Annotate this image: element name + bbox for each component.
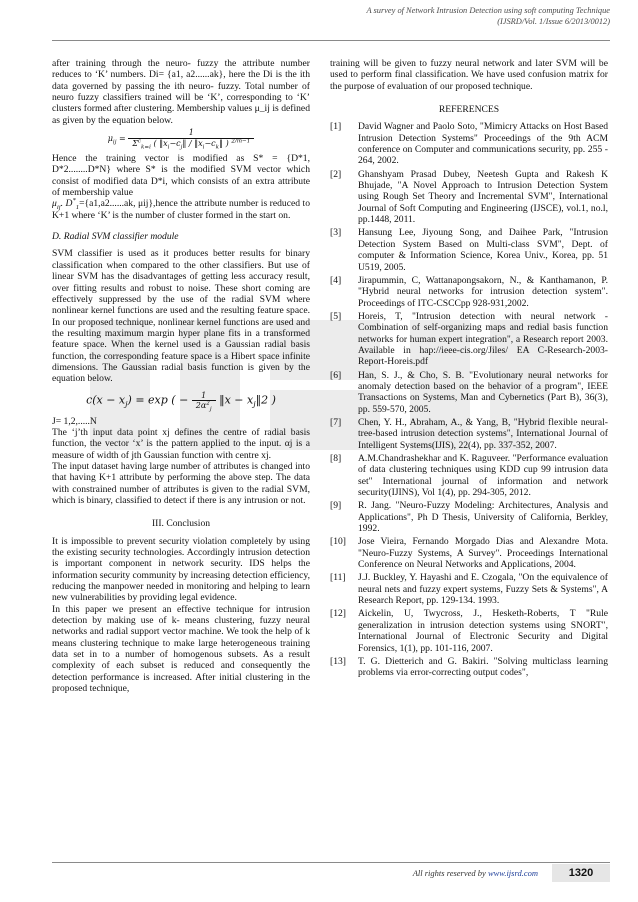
reference-item — [330, 608, 608, 653]
running-header — [366, 6, 610, 27]
reference-number: [11] — [330, 572, 346, 584]
reference-text: R. Jang. "Neuro-Fuzzy Modeling: Architectures, Analysis and Applications", Ph D Thesis, University of California, Berkley, 1992. — [358, 500, 608, 535]
paragraph: Hence the training vector is modified as S* = {D*1, D*2........D*N} where S* is the modified SVM vector which consist of modified data D*i, which consists of an extra attribute of membership value — [52, 153, 310, 199]
reference-item — [330, 656, 608, 679]
paragraph: The ‘j’th input data point xj defines the centre of radial basis function, the vector ‘x’ is the pattern applied to the input. αj is a measure of width of jth Gaussian function with centre xj. — [52, 426, 310, 461]
reference-item — [330, 121, 608, 166]
paragraph-tail: ={a1,a2......ak, μij},hence the attribute number is reduced to K+1 where ‘K’ is the number of cluster formed in the start on. — [52, 198, 310, 221]
reference-number: [12] — [330, 608, 346, 620]
reference-number: [3] — [330, 227, 342, 239]
page-number: 1320 — [552, 864, 610, 882]
section-heading-conclusion: III. Conclusion — [151, 518, 211, 530]
reference-text: Jose Vieira, Fernando Morgado Dias and Alexandre Mota. "Neuro-Fuzzy Systems, A Survey". Proceedings International Conference on Neural Networks and Applications, 2004. — [358, 536, 608, 571]
header-journal-ref: (IJSRD/Vol. 1/Issue 6/2013/0012) — [497, 16, 610, 26]
reference-item — [330, 169, 608, 226]
paragraph: training will be given to fuzzy neural network and later SVM will be used to perform final classification. We have used confusion matrix for the purpose of evaluation of our proposed technique. — [330, 58, 608, 92]
reference-text: Aickelin, U, Twycross, J., Hesketh-Roberts, T "Rule generalization in intrusion detection systems using SNORT", International Journal of Electronic Security and Digital Forensics, 1(1), pp. 101-116, 2007. — [358, 608, 608, 654]
reference-text: J.J. Buckley, Y. Hayashi and E. Czogala, "On the equivalence of neural nets and fuzzy expert systems, Fuzzy Sets & Systems", A Research Report, pp. 129-134. 1993. — [358, 572, 608, 607]
membership-equation: $\mu_{ij}$ = $\frac{1}{\Sigma^c_{k=i} ( ‖x_i-c_j‖ / ‖x_i-c_k‖ ) ^{2/m-1}}$ — [52, 128, 310, 149]
reference-number: [6] — [330, 369, 342, 381]
footer-rule — [52, 862, 610, 863]
paragraph: J= 1,2,.....N — [52, 415, 97, 427]
left-column — [52, 58, 310, 695]
reference-item — [330, 572, 608, 606]
reference-item — [330, 417, 608, 451]
reference-item — [330, 370, 608, 415]
paragraph: after training through the neuro- fuzzy the attribute number reduces to ‘K’ numbers. Di= {a1, a2......ak}, here the Di is the ith data governed by passing the ith neuro- fuzzy. Total number of neuro fuzzy classifiers trained will be ‘K’, corresponding to ‘K’ clusters formed after clustering. Membership values μ_ij is defined as given by the equation below. — [52, 58, 310, 126]
right-column — [330, 58, 608, 681]
reference-text: Ghanshyam Prasad Dubey, Neetesh Gupta and Rakesh K Bhujade, "A Novel Approach to Intrusion Detection System using Rough Set Theory and Incremental SVM", International Journal of Soft Computing and Engineering (IJSCE), vol.1, no.l, pp.1448, 2011. — [358, 168, 608, 226]
footer-rights — [413, 868, 538, 878]
rights-text: All rights reserved by — [412, 868, 488, 878]
reference-text: David Wagner and Paolo Soto, "Mimicry Attacks on Host Based Intrusion Detection Systems" Proceedings of the 9th ACM conference on Computer and communications security, pp. 255 - 264, 2002. — [358, 121, 608, 167]
reference-text: Han, S. J., & Cho, S. B. "Evolutionary neural networks for anomaly detection based on the behavior of a program", IEEE Transactions on Systems, Man and Cybernetics (Part B), 36(3), pp. 559-570, 2005. — [358, 369, 608, 415]
reference-item — [330, 275, 608, 309]
reference-item — [330, 536, 608, 570]
reference-number: [2] — [330, 168, 342, 180]
gaussian-rbf-equation: $c(x - x_j) = \exp$ ( − $\frac{1}{2\alpha^2_j}$ ‖x − $x_j‖2$ ) — [86, 390, 276, 413]
header-rule — [52, 40, 610, 41]
reference-item — [330, 500, 608, 534]
reference-number: [10] — [330, 536, 346, 548]
paragraph: In this paper we present an effective technique for intrusion detection by making use of k- means clustering, fuzzy neural networks and radial support vector machine. We took the help of k means clustering technique to make large heterogeneous training data set in to a number of homogenous subsets. As a result complexity of each subset is reduced and consequently the detection performance is increased. After initial clustering in the proposed technique, — [52, 603, 310, 695]
reference-number: [9] — [330, 500, 342, 512]
reference-text: Chen, Y. H., Abraham, A., & Yang, B, "Hybrid flexible neural-tree-based intrusion detection systems", International Journal of Intelligent Systems(IJIS), 22(4), pp. 337-352, 2007. — [358, 416, 608, 451]
paragraph: The input dataset having large number of attributes is changed into that having K+1 attribute by performing the above step. The data with constrained number of attributes is given to the radial SVM, which is binary, classified to detect if there is any intrusion or not. — [52, 460, 310, 506]
reference-number: [4] — [330, 274, 342, 286]
reference-number: [5] — [330, 310, 342, 322]
paragraph: $\mu_{ij}$. $D^*_1=\{a1,a2......ak$, μij},hence the attribute number is reduced to K+1 where ‘K’ is the number of cluster formed in the start on. — [52, 197, 310, 221]
page-footer — [0, 862, 638, 882]
paragraph: SVM classifier is used as it produces better results for binary classification when compared to the other classifiers. But use of linear SVM has the disadvantages of getting less accuracy result, over fitting results and robust to noise. These short coming are effectively suppressed by the use of the radial SVM where nonlinear kernel functions are used and the resulting feature space. In our proposed technique, nonlinear kernel functions are used and the resulting maximum margin hyper plane fits in a transformed feature space. When the kernel used is a Gaussian radial basis function, the corresponding feature space is a Hibert space infinite dimensions. The Gaussian radial basis function is given by the equation below. — [52, 248, 310, 385]
header-paper-title: A survey of Network Intrusion Detection using soft computing Technique — [366, 6, 610, 15]
reference-number: [8] — [330, 453, 342, 464]
section-heading-d: D. Radial SVM classifier module — [52, 231, 179, 243]
reference-text: Hansung Lee, Jiyoung Song, and Daihee Park, "Intrusion Detection System Based on Multi-class SVM", Dept. of computer & Information Science, Korea Univ., Korea, pp. 51 U519, 2005. — [358, 227, 608, 273]
reference-item — [330, 311, 608, 368]
reference-item — [330, 227, 608, 272]
reference-item — [330, 453, 608, 498]
reference-list — [330, 121, 608, 678]
reference-number: [7] — [330, 416, 342, 428]
reference-text: A.M.Chandrashekhar and K. Raguveer. "Performance evaluation of data clustering techniques using KDD cup 99 intrusion data set" International journal of information and network security(IJINS), Vol 1(4), pp. 294-305, 2012. — [358, 453, 608, 499]
references-heading: REFERENCES — [438, 104, 500, 116]
reference-number: [1] — [330, 121, 342, 133]
reference-text: T. G. Dietterich and G. Bakiri. "Solving multiclass learning problems via error-correcting output codes", — [358, 655, 608, 679]
reference-text: Jirapummin, C, Wattanapongsakorn, N., & Kanthamanon, P. "Hybrid neural networks for intrusion detection system". Proceedings of ITC-CSCCpp 928-931,2002. — [358, 274, 608, 309]
paragraph: It is impossible to prevent security violation completely by using the existing security technologies. Accordingly intrusion detection is important component in network security. IDS helps the information security community by increasing detection efficiency, reducing the manpower needed in monitoring and helping to learn new vulnerabilities by providing legal evidence. — [52, 535, 310, 604]
reference-number: [13] — [330, 655, 346, 667]
reference-text: Horeis, T, "Intrusion detection with neural network - Combination of self-organizing maps and redial basis function networks for human expert integration", a Research report 2003. Available in hap://ieee-cis.org/Jiles/ EA C-Research-2003-Report-Horeis.pdf — [358, 310, 608, 368]
site-link[interactable]: www.ijsrd.com — [487, 868, 538, 878]
